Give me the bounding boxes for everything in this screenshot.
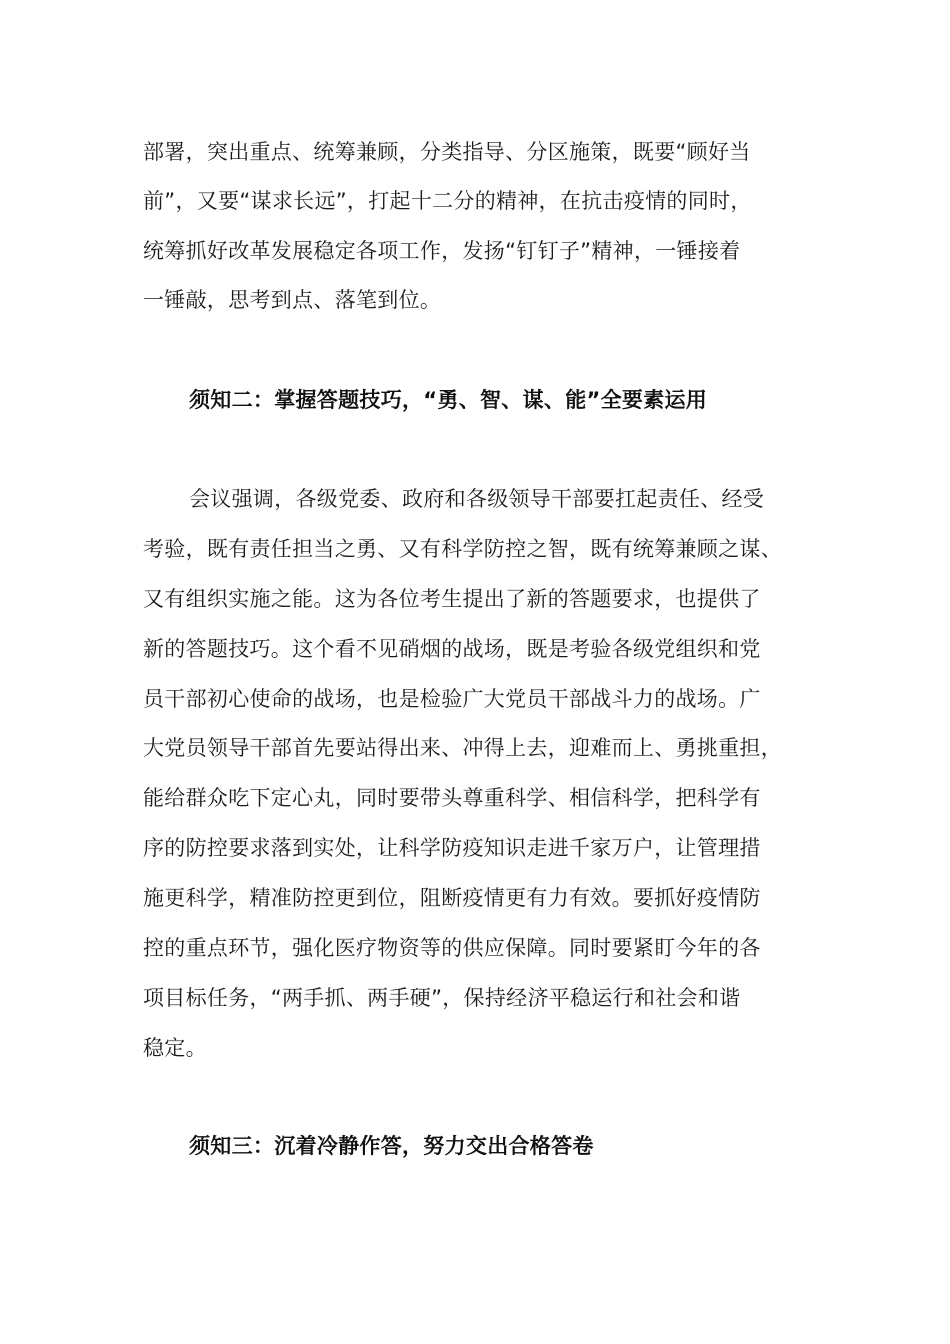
paragraph-line: 序的防控要求落到实处，让科学防疫知识走进千家万户，让管理措 — [143, 836, 761, 860]
paragraph-line: 控的重点环节，强化医疗物资等的供应保障。同时要紧盯今年的各 — [143, 936, 761, 960]
section-heading-2: 须知二：掌握答题技巧，“勇、智、谋、能”全要素运用 — [189, 388, 708, 412]
paragraph-line: 统筹抓好改革发展稳定各项工作，发扬“钉钉子”精神，一锤接着 — [143, 239, 741, 263]
section-heading-3: 须知三：沉着冷静作答，努力交出合格答卷 — [189, 1134, 594, 1158]
paragraph-line: 大党员领导干部首先要站得出来、冲得上去，迎难而上、勇挑重担， — [143, 736, 782, 760]
paragraph-line: 前”，又要“谋求长远”，打起十二分的精神，在抗击疫情的同时， — [143, 189, 752, 213]
paragraph-line: 施更科学，精准防控更到位，阻断疫情更有力有效。要抓好疫情防 — [143, 886, 761, 910]
paragraph-line: 稳定。 — [143, 1036, 207, 1060]
paragraph-line: 一锤敲，思考到点、落笔到位。 — [143, 288, 442, 312]
paragraph-line: 能给群众吃下定心丸，同时要带头尊重科学、相信科学，把科学有 — [143, 786, 761, 810]
paragraph-line: 新的答题技巧。这个看不见硝烟的战场，既是考验各级党组织和党 — [143, 637, 761, 661]
paragraph-line: 考验，既有责任担当之勇、又有科学防控之智，既有统筹兼顾之谋、 — [143, 537, 782, 561]
paragraph-line: 会议强调，各级党委、政府和各级领导干部要扛起责任、经受 — [189, 487, 765, 511]
paragraph-line: 部署，突出重点、统筹兼顾，分类指导、分区施策，既要“顾好当 — [143, 140, 751, 164]
paragraph-line: 员干部初心使命的战场，也是检验广大党员干部战斗力的战场。广 — [143, 687, 761, 711]
paragraph-line: 项目标任务，“两手抓、两手硬”，保持经济平稳运行和社会和谐 — [143, 986, 741, 1010]
paragraph-line: 又有组织实施之能。这为各位考生提出了新的答题要求，也提供了 — [143, 587, 761, 611]
